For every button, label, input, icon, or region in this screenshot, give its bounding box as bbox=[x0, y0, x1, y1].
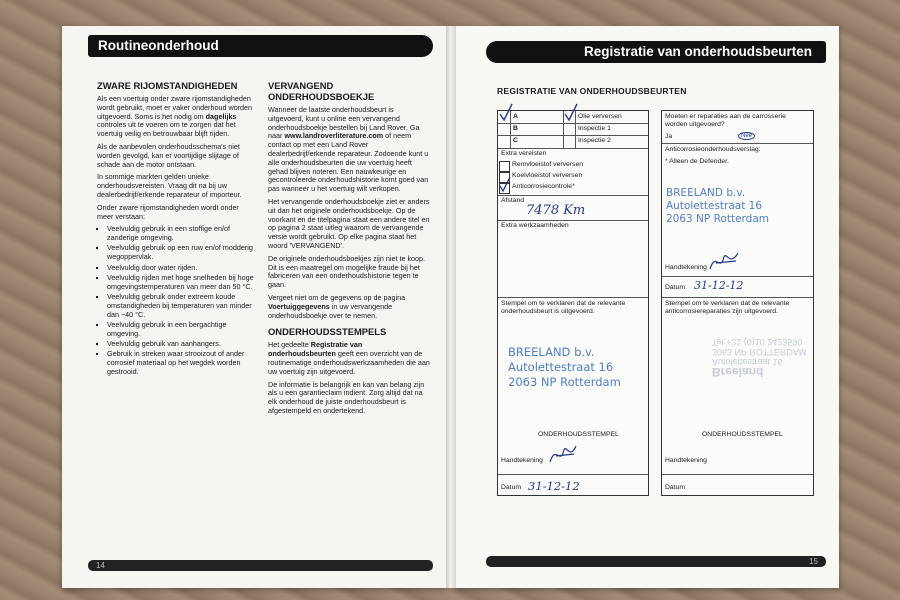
coolant-label: Koelvloeistof verversen bbox=[512, 172, 583, 179]
signature-label: Handtekening bbox=[501, 457, 543, 464]
date-value: 31-12-12 bbox=[694, 279, 744, 292]
list-item: ▪ Veelvuldig rijden met hoge snelheden bij hoge omgevingstemperaturen van meer dan 50 °C. bbox=[107, 274, 255, 292]
bleed-through-stamp bbox=[712, 337, 806, 377]
list-item: ▪ Veelvuldig gebruik in een stoffige en/of zanderige omgeving. bbox=[107, 225, 255, 243]
stamp-caption: ONDERHOUDSSTEMPEL bbox=[538, 431, 619, 438]
extra-work-field[interactable] bbox=[498, 220, 648, 298]
signature-mark bbox=[546, 440, 580, 470]
inspection-2-label: Inspectie 2 bbox=[578, 137, 611, 144]
stamp-company: BREELAND b.v. bbox=[666, 187, 746, 199]
mirror-line: Tel:+31 (0)10 2423590 bbox=[712, 337, 803, 347]
anticorrosion-label: Anticorrosiecontrole* bbox=[512, 183, 575, 190]
text: Het gedeelte bbox=[268, 340, 311, 350]
anticorrosion-report bbox=[662, 143, 813, 298]
distance-value: 7478 Km bbox=[526, 203, 586, 218]
paragraph: De informatie is belangrijk en kan van belang zijn als u een garantieclaim indient. Zorg altijd dat na elk onderhoud de juiste onderhoudsbeurt is afgestempeld en ondertekend. bbox=[268, 379, 425, 415]
inspection-1-label: Inspectie 1 bbox=[578, 125, 611, 132]
stamp-company: BREELAND b.v. bbox=[508, 345, 595, 359]
paragraph: Als de aanbevolen onderhoudsschema's niet worden gevolgd, kan er voortijdige slijtage of schade aan de motor ontstaan. bbox=[97, 141, 240, 169]
list-item: ▪ Veelvuldig door water rijden. bbox=[107, 264, 255, 273]
no-option[interactable]: Nee bbox=[738, 132, 755, 140]
defender-note: * Alleen de Defender. bbox=[665, 158, 729, 165]
company-stamp bbox=[666, 187, 769, 226]
date-label: Datum bbox=[665, 284, 686, 291]
intro-text: Als een voertuig onder zware rijomstandigheden wordt gebruikt, moet er vaker onderhoud worden uitgevoerd. Soms is het nodig om bbox=[97, 94, 253, 121]
text: of neem contact op met een Land Rover dealerbedrijf/erkende reparateur. Zodoende kunt u alle onderhoudsbeurten die uw voertuig heeft gehad blijven noteren. Een nauwkeurige en gecontroleerde onderhoudshistorie komt goed van pas wanneer u het voertuig wilt verkopen. bbox=[268, 131, 429, 194]
book-spine bbox=[446, 26, 456, 588]
oil-change-label: Olie verversen bbox=[578, 113, 622, 120]
mirror-line: Breeland bbox=[712, 365, 764, 379]
stamp-area bbox=[498, 297, 648, 495]
paragraph: De originele onderhoudsboekjes zijn niet te koop. Dit is een maatregel om mogelijke fraude bij het fabriceren van een onderhoudshistorie tegen te gaan. bbox=[268, 253, 426, 290]
list-item: ▪ Veelvuldig gebruik van aanhangers. bbox=[107, 340, 255, 349]
paragraph: Onder zware rijomstandigheden wordt onder meer verstaan: bbox=[97, 202, 239, 221]
signature-label: Handtekening bbox=[665, 457, 707, 464]
brake-fluid-label: Remvloeistof verversen bbox=[512, 161, 584, 168]
form-title: REGISTRATIE VAN ONDERHOUDSBEURTEN bbox=[497, 86, 687, 96]
list-item: ▪ Veelvuldig gebruik onder extreem koude omstandigheden bij temperaturen van minder dan −40 °C. bbox=[107, 293, 255, 319]
date-label: Datum bbox=[665, 484, 686, 491]
bodywork-question bbox=[662, 111, 813, 144]
paragraph bbox=[268, 294, 431, 320]
stamp-area bbox=[662, 297, 813, 495]
company-stamp bbox=[508, 345, 621, 390]
list-item: ▪ Veelvuldig gebruik in een bergachtige omgeving. bbox=[107, 321, 255, 339]
text: Vergeet niet om de gegevens op de pagina bbox=[268, 292, 406, 302]
extra-requirements bbox=[498, 148, 648, 196]
right-page-footer bbox=[486, 556, 826, 567]
left-page-title: Routineonderhoud bbox=[98, 38, 219, 53]
text: geeft een overzicht van de routinematige onderhoudswerkzaamheden die aan uw voertuig zijn uitgevoerd. bbox=[268, 349, 430, 376]
signature-label: Handtekening bbox=[665, 264, 707, 271]
heavy-conditions-heading: ZWARE RIJOMSTANDIGHEDEN bbox=[97, 80, 238, 91]
service-b-label: B bbox=[513, 125, 518, 132]
check-mark-icon[interactable] bbox=[498, 176, 512, 194]
stamp-street: Autolettestraat 16 bbox=[666, 200, 763, 212]
text: in uw vervangende onderhoudsboekje over te nemen. bbox=[268, 301, 393, 320]
paragraph: Het vervangende onderhoudsboekje ziet er anders uit dan het originele onderhoudsboekje. Op de voorkant en de titelpagina staat een andere titel en op pagina 2 staat uitleg waarom de vervangende versie wordt gebruikt. Op elke pagina staat het woord 'VERVANGEND'. bbox=[268, 196, 430, 250]
list-item: ▪ Veelvuldig gebruik op een ruw en/of modderig wegoppervlak. bbox=[107, 244, 255, 262]
date-label: Datum bbox=[501, 484, 522, 491]
service-stamps-heading: ONDERHOUDSSTEMPELS bbox=[268, 326, 387, 338]
list-item: ▪ Gebruik in streken waar strooizout of ander corrosief materiaal op het wegdek worden gestrooid. bbox=[107, 350, 255, 376]
left-page-number: 14 bbox=[96, 561, 105, 570]
paragraph bbox=[268, 106, 431, 194]
mirror-line: 3063 NP ROTTERDAM bbox=[712, 347, 807, 357]
intro-text-end: controles uit te voeren om te zorgen dat het voertuig veilig en betrouwbaar blijft rijden. bbox=[97, 120, 236, 139]
right-page-header bbox=[486, 41, 826, 63]
bold-text: Voertuiggegevens bbox=[268, 301, 330, 311]
heavy-conditions-section bbox=[97, 80, 255, 381]
stamp-note: Stempel om te verklaren dat de relevante anticorrosiereparaties zijn uitgevoerd. bbox=[665, 300, 790, 315]
brake-fluid-checkbox[interactable] bbox=[499, 161, 510, 172]
literature-link[interactable]: www.landroverliterature.com bbox=[284, 131, 384, 141]
bold-text: Registratie van onderhoudsbeurten bbox=[268, 340, 363, 359]
stamp-city: 2063 NP Rotterdam bbox=[508, 375, 621, 389]
extra-work-label: Extra werkzaamheden bbox=[501, 222, 569, 229]
distance-label: Afstand bbox=[501, 197, 525, 204]
left-page-header bbox=[88, 35, 433, 57]
right-page-title: Registratie van onderhoudsbeurten bbox=[583, 44, 812, 59]
left-page-footer bbox=[88, 560, 433, 571]
stamp-street: Autolettestraat 16 bbox=[508, 360, 614, 374]
intro-bold: dagelijks bbox=[205, 111, 237, 121]
service-record-form bbox=[497, 110, 649, 496]
check-mark-icon[interactable] bbox=[563, 103, 579, 123]
stamp-note: Stempel om te verklaren dat de relevante onderhoudsbeurt is uitgevoerd. bbox=[501, 300, 626, 315]
heavy-conditions-intro bbox=[97, 95, 255, 139]
stamp-city: 2063 NP Rotterdam bbox=[666, 213, 769, 225]
replacement-booklet-heading: VERVANGEND ONDERHOUDSBOEKJE bbox=[268, 80, 375, 102]
service-a-label: A bbox=[513, 113, 518, 120]
mirror-line: Autolettestraat 16 bbox=[712, 357, 783, 367]
conditions-list bbox=[97, 225, 255, 376]
yes-option[interactable]: Ja bbox=[665, 133, 673, 140]
right-page-number: 15 bbox=[809, 557, 818, 566]
text: Wanneer de laatste onderhoudsbeurt is uitgevoerd, kunt u online een vervangend onderhoudsboekje bestellen bij Land Rover. Ga naar bbox=[268, 105, 420, 141]
paragraph: In sommige markten gelden unieke onderhoudsvereisten. Vraag dit na bij uw dealerbedrijf/erkende reparateur of importeur. bbox=[97, 172, 242, 199]
stamp-caption: ONDERHOUDSSTEMPEL bbox=[702, 431, 783, 438]
extra-requirements-label: Extra vereisten bbox=[501, 150, 547, 157]
replacement-booklet-section bbox=[268, 80, 431, 420]
paragraph bbox=[268, 341, 431, 376]
anticorrosion-report-label: Anticorrosieonderhoudsverslag: bbox=[665, 146, 761, 153]
signature-mark bbox=[706, 247, 744, 277]
bodywork-question-text: Moeten er reparaties aan de carrosserie worden uitgevoerd? bbox=[665, 113, 786, 128]
service-c-label: C bbox=[513, 137, 518, 144]
distance-field[interactable] bbox=[498, 195, 648, 221]
date-value: 31-12-12 bbox=[528, 479, 580, 493]
bodywork-record-form bbox=[661, 110, 814, 496]
check-mark-icon[interactable] bbox=[498, 103, 514, 123]
service-type-grid bbox=[498, 111, 648, 149]
